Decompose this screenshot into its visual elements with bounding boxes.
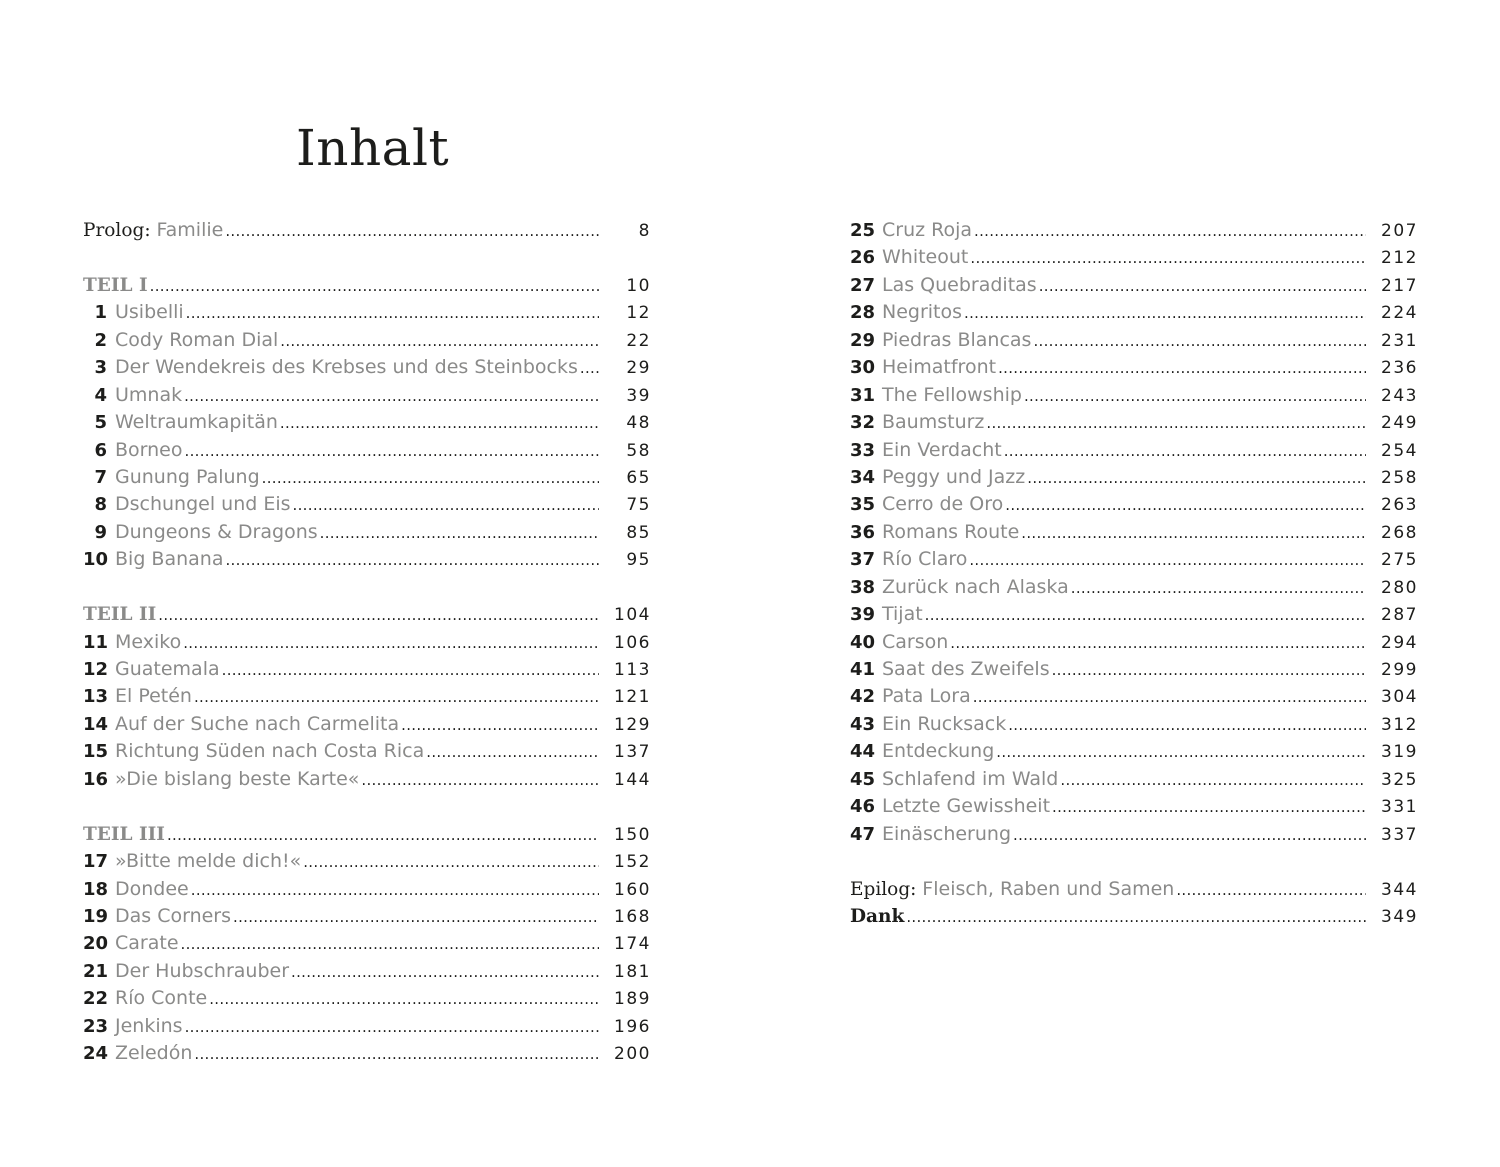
entry-label: Familie <box>156 219 224 241</box>
chapter-number: 47 <box>850 823 876 845</box>
chapter-page: 144 <box>614 769 651 790</box>
chapter-number: 25 <box>850 220 876 241</box>
chapter-number: 6 <box>94 439 107 461</box>
entry-page: 344 <box>1381 879 1418 900</box>
dot-leader <box>964 300 1366 327</box>
toc-chapter-entry[interactable] <box>850 491 1418 518</box>
toc-chapter-entry[interactable] <box>83 382 651 409</box>
dot-leader <box>186 300 599 327</box>
dot-leader <box>996 739 1366 766</box>
toc-entry-prolog[interactable] <box>83 217 651 244</box>
toc-chapter-entry[interactable] <box>83 683 651 710</box>
chapter-page: 304 <box>1381 687 1418 708</box>
dot-leader <box>158 602 599 629</box>
toc-part-1[interactable] <box>83 272 651 299</box>
dot-leader <box>194 684 599 711</box>
chapter-title: »Die bislang beste Karte« <box>115 767 360 790</box>
entry-page: 150 <box>614 824 651 845</box>
chapter-title: Umnak <box>115 383 183 406</box>
chapter-title: Letzte Gewissheit <box>882 795 1051 818</box>
part-3-entries <box>83 848 651 1068</box>
chapter-number: 39 <box>850 604 876 626</box>
chapter-title: Big Banana <box>115 548 224 571</box>
chapter-page: 189 <box>614 989 651 1010</box>
chapter-page: 48 <box>626 413 651 434</box>
chapter-title: Río Claro <box>882 548 968 571</box>
chapter-number: 32 <box>850 412 876 434</box>
chapter-number: 11 <box>83 631 109 653</box>
dot-leader <box>181 931 599 958</box>
toc-chapter-entry[interactable] <box>83 354 651 381</box>
chapter-number: 22 <box>83 988 109 1010</box>
chapter-title: Schlafend im Wald <box>882 767 1059 790</box>
chapter-page: 325 <box>1381 769 1418 790</box>
dot-leader <box>291 959 599 986</box>
chapter-title: Peggy und Jazz <box>882 465 1026 488</box>
chapter-title: Piedras Blancas <box>882 328 1032 351</box>
chapter-page: 294 <box>1381 632 1418 653</box>
dot-leader <box>1008 712 1366 739</box>
chapter-title: »Bitte melde dich!« <box>115 850 302 873</box>
toc-chapter-entry[interactable] <box>850 821 1418 848</box>
toc-chapter-entry[interactable] <box>83 930 651 957</box>
part-label: TEIL III <box>83 823 165 845</box>
chapter-title: Negritos <box>882 301 963 324</box>
chapter-number: 3 <box>94 357 107 379</box>
chapter-number: 23 <box>83 1015 109 1037</box>
part-label: TEIL II <box>83 604 157 626</box>
toc-part-2[interactable] <box>83 601 651 628</box>
chapter-number: 8 <box>94 494 107 516</box>
chapter-page: 207 <box>1381 221 1418 241</box>
toc-chapter-entry[interactable] <box>850 354 1418 381</box>
toc-chapter-entry[interactable] <box>850 546 1418 573</box>
entry-separator: : <box>910 878 923 900</box>
chapter-page: 196 <box>614 1016 651 1037</box>
chapter-title: Cerro de Oro <box>882 493 1004 516</box>
toc-chapter-entry[interactable] <box>850 711 1418 738</box>
chapter-page: 85 <box>626 522 651 543</box>
chapter-title: Einäscherung <box>882 822 1012 845</box>
toc-chapter-entry[interactable] <box>83 409 651 436</box>
chapter-page: 174 <box>614 934 651 955</box>
chapter-title: Las Quebraditas <box>882 273 1037 296</box>
dot-leader <box>906 904 1366 931</box>
chapter-number: 14 <box>83 713 109 735</box>
chapter-title: Der Wendekreis des Krebses und des Steinbocks <box>115 356 578 379</box>
chapter-title: Jenkins <box>115 1014 183 1037</box>
chapter-title: Guatemala <box>115 658 220 680</box>
entry-label: Fleisch, Raben und Samen <box>922 877 1175 900</box>
chapter-page: 168 <box>614 906 651 927</box>
toc-chapter-entry[interactable] <box>83 491 651 518</box>
chapter-page: 337 <box>1381 824 1418 845</box>
chapter-title: Heimatfront <box>882 356 997 379</box>
dot-leader <box>191 877 599 904</box>
toc-chapter-entry[interactable] <box>850 272 1418 299</box>
chapter-title: Carate <box>115 932 179 955</box>
chapter-page: 331 <box>1381 797 1418 818</box>
chapter-page: 200 <box>614 1044 651 1065</box>
chapter-number: 13 <box>83 686 109 708</box>
toc-chapter-entry[interactable] <box>850 437 1418 464</box>
toc-chapter-entry[interactable] <box>850 217 1418 244</box>
toc-chapter-entry[interactable] <box>83 958 651 985</box>
chapter-number: 28 <box>850 302 876 324</box>
chapter-number: 31 <box>850 384 876 406</box>
chapter-number: 36 <box>850 521 876 543</box>
chapter-page: 22 <box>626 330 651 351</box>
dot-leader <box>280 410 599 437</box>
toc-entry-dank[interactable] <box>850 903 1418 930</box>
toc-chapter-entry[interactable] <box>850 299 1418 326</box>
entry-page: 8 <box>638 221 651 241</box>
chapter-page: 129 <box>614 714 651 735</box>
chapter-title: Romans Route <box>882 520 1020 543</box>
toc-chapter-entry[interactable] <box>850 601 1418 628</box>
dot-leader <box>950 630 1366 657</box>
toc-chapter-entry[interactable] <box>83 985 651 1012</box>
toc-chapter-entry[interactable] <box>850 409 1418 436</box>
dot-leader <box>185 438 600 465</box>
toc-chapter-entry[interactable] <box>83 519 651 546</box>
dot-leader <box>1052 657 1366 684</box>
toc-chapter-entry[interactable] <box>83 299 651 326</box>
chapter-page: 236 <box>1381 358 1418 379</box>
toc-chapter-entry[interactable] <box>83 1040 651 1067</box>
toc-chapter-entry[interactable] <box>83 848 651 875</box>
dot-leader <box>225 547 599 574</box>
chapter-page: 152 <box>614 852 651 873</box>
chapter-number: 24 <box>83 1043 109 1065</box>
chapter-title: Carson <box>882 630 949 653</box>
dot-leader <box>970 245 1366 272</box>
dot-leader <box>1021 520 1366 547</box>
chapter-number: 15 <box>83 741 109 763</box>
chapter-page: 160 <box>614 879 651 900</box>
chapter-page: 137 <box>614 742 651 763</box>
dot-leader <box>1176 877 1366 904</box>
chapter-title: Weltraumkapitän <box>115 411 278 434</box>
chapter-number: 18 <box>83 878 109 900</box>
entry-lead: Dank <box>850 905 905 927</box>
dot-leader <box>1060 767 1366 794</box>
chapter-page: 95 <box>626 550 651 571</box>
chapter-title: Auf der Suche nach Carmelita <box>115 712 400 735</box>
chapter-title: Borneo <box>115 438 183 461</box>
dot-leader <box>1005 492 1366 519</box>
toc-chapter-entry[interactable] <box>83 327 651 354</box>
chapter-number: 29 <box>850 329 876 351</box>
chapter-number: 1 <box>94 302 107 324</box>
entry-page: 10 <box>626 275 651 296</box>
chapter-title: Ein Rucksack <box>882 712 1007 735</box>
toc-chapter-entry[interactable] <box>850 574 1418 601</box>
chapter-title: Tijat <box>882 603 923 626</box>
chapter-title: Richtung Süden nach Costa Rica <box>115 740 425 763</box>
toc-entry-epilog[interactable] <box>850 876 1418 903</box>
chapter-number: 4 <box>94 384 107 406</box>
dot-leader <box>320 520 599 547</box>
dot-leader <box>580 355 599 382</box>
chapter-page: 65 <box>626 467 651 488</box>
chapter-page: 29 <box>626 358 651 379</box>
dot-leader <box>233 904 599 931</box>
toc-chapter-entry[interactable] <box>850 629 1418 656</box>
dot-leader <box>1004 438 1366 465</box>
toc-chapter-entry[interactable] <box>850 738 1418 765</box>
chapter-title: Baumsturz <box>882 411 985 434</box>
dot-leader <box>1027 465 1366 492</box>
chapter-number: 19 <box>83 905 109 927</box>
chapter-number: 46 <box>850 796 876 818</box>
chapter-title: Cruz Roja <box>882 219 973 241</box>
dot-leader <box>150 273 599 300</box>
chapter-title: Río Conte <box>115 987 208 1010</box>
chapter-page: 268 <box>1381 522 1418 543</box>
chapter-title: Dungeons & Dragons <box>115 520 318 543</box>
chapter-number: 2 <box>94 329 107 351</box>
chapter-page: 319 <box>1381 742 1418 763</box>
dot-leader <box>1039 273 1366 300</box>
chapter-page: 258 <box>1381 467 1418 488</box>
chapter-page: 217 <box>1381 275 1418 296</box>
chapter-number: 44 <box>850 741 876 763</box>
chapter-number: 20 <box>83 933 109 955</box>
chapter-title: Dondee <box>115 877 189 900</box>
chapter-title: Ein Verdacht <box>882 438 1002 461</box>
part-1-entries <box>83 299 651 573</box>
chapter-page: 299 <box>1381 660 1418 680</box>
chapter-page: 243 <box>1381 385 1418 406</box>
toc-chapter-entry[interactable] <box>83 876 651 903</box>
entry-lead: Epilog <box>850 878 911 900</box>
chapter-number: 17 <box>83 851 109 873</box>
chapter-number: 33 <box>850 439 876 461</box>
chapter-page: 181 <box>614 961 651 982</box>
chapter-number: 16 <box>83 768 109 790</box>
page-title: Inhalt <box>296 119 450 177</box>
dot-leader <box>401 712 599 739</box>
chapter-title: El Petén <box>115 685 192 708</box>
dot-leader <box>209 986 599 1013</box>
chapter-title: Zeledón <box>115 1042 193 1065</box>
chapter-page: 254 <box>1381 440 1418 461</box>
chapter-number: 37 <box>850 549 876 571</box>
part-label: TEIL I <box>83 274 148 296</box>
toc-chapter-entry[interactable] <box>850 656 1418 683</box>
dot-leader <box>185 1014 599 1041</box>
dot-leader <box>998 355 1366 382</box>
chapter-page: 280 <box>1381 577 1418 598</box>
toc-column-left <box>83 217 651 1068</box>
chapter-number: 43 <box>850 713 876 735</box>
chapter-number: 38 <box>850 576 876 598</box>
toc-chapter-entry[interactable] <box>850 519 1418 546</box>
chapter-page: 12 <box>626 303 651 324</box>
chapter-page: 275 <box>1381 550 1418 571</box>
part-2-entries <box>83 629 651 794</box>
chapter-number: 21 <box>83 960 109 982</box>
dot-leader <box>1052 794 1366 821</box>
chapter-page: 58 <box>626 440 651 461</box>
chapter-page: 75 <box>626 495 651 516</box>
dot-leader <box>1071 575 1366 602</box>
chapter-title: Pata Lora <box>882 685 971 708</box>
toc-chapter-entry[interactable] <box>83 766 651 793</box>
chapter-page: 312 <box>1381 714 1418 735</box>
dot-leader <box>1013 822 1366 849</box>
chapter-number: 34 <box>850 466 876 488</box>
toc-chapter-entry[interactable] <box>850 382 1418 409</box>
chapter-page: 287 <box>1381 605 1418 626</box>
chapter-number: 12 <box>83 659 109 680</box>
toc-column-right <box>850 217 1418 930</box>
chapter-number: 42 <box>850 686 876 708</box>
toc-chapter-entry[interactable] <box>83 437 651 464</box>
chapter-page: 106 <box>614 632 651 653</box>
dot-leader <box>969 547 1366 574</box>
chapter-number: 41 <box>850 659 876 680</box>
chapter-title: Usibelli <box>115 301 184 324</box>
chapter-page: 263 <box>1381 495 1418 516</box>
toc-chapter-entry[interactable] <box>83 903 651 930</box>
dot-leader <box>262 465 599 492</box>
entry-page: 349 <box>1381 906 1418 927</box>
entry-lead: Prolog <box>83 220 145 241</box>
dot-leader <box>1033 328 1366 355</box>
dot-leader <box>361 767 599 794</box>
chapter-title: The Fellowship <box>882 383 1022 406</box>
toc-chapter-entry[interactable] <box>83 656 651 683</box>
dot-leader <box>426 739 599 766</box>
toc-chapter-entry[interactable] <box>83 546 651 573</box>
chapter-number: 7 <box>94 466 107 488</box>
toc-chapter-entry[interactable] <box>83 464 651 491</box>
chapter-page: 121 <box>614 687 651 708</box>
part-3-entries-continued <box>850 217 1418 848</box>
chapter-title: Mexiko <box>115 630 182 653</box>
toc-chapter-entry[interactable] <box>850 464 1418 491</box>
toc-chapter-entry[interactable] <box>83 711 651 738</box>
chapter-page: 39 <box>626 385 651 406</box>
dot-leader <box>974 218 1366 245</box>
toc-chapter-entry[interactable] <box>850 244 1418 271</box>
chapter-title: Cody Roman Dial <box>115 328 279 351</box>
toc-chapter-entry[interactable] <box>850 327 1418 354</box>
chapter-title: Whiteout <box>882 246 969 269</box>
chapter-title: Dschungel und Eis <box>115 493 291 516</box>
chapter-page: 231 <box>1381 330 1418 351</box>
chapter-title: Der Hubschrauber <box>115 959 290 982</box>
chapter-number: 5 <box>94 412 107 434</box>
toc-part-3[interactable] <box>83 821 651 848</box>
toc-chapter-entry[interactable] <box>83 629 651 656</box>
chapter-number: 26 <box>850 247 876 269</box>
dot-leader <box>1024 383 1366 410</box>
chapter-page: 249 <box>1381 413 1418 434</box>
toc-chapter-entry[interactable] <box>850 793 1418 820</box>
toc-chapter-entry[interactable] <box>83 1013 651 1040</box>
chapter-title: Saat des Zweifels <box>882 658 1050 680</box>
toc-chapter-entry[interactable] <box>850 683 1418 710</box>
dot-leader <box>225 218 599 245</box>
chapter-page: 212 <box>1381 248 1418 269</box>
dot-leader <box>194 1041 599 1068</box>
chapter-number: 45 <box>850 768 876 790</box>
dot-leader <box>973 684 1366 711</box>
toc-chapter-entry[interactable] <box>83 738 651 765</box>
chapter-number: 9 <box>94 521 107 543</box>
chapter-number: 27 <box>850 274 876 296</box>
chapter-title: Das Corners <box>115 904 232 927</box>
chapter-number: 30 <box>850 357 876 379</box>
dot-leader <box>183 630 599 657</box>
entry-page: 104 <box>614 605 651 626</box>
dot-leader <box>222 657 599 684</box>
dot-leader <box>167 822 599 849</box>
dot-leader <box>293 492 599 519</box>
chapter-number: 40 <box>850 631 876 653</box>
chapter-page: 113 <box>614 660 651 680</box>
chapter-title: Gunung Palung <box>115 465 260 488</box>
dot-leader <box>303 849 599 876</box>
chapter-number: 35 <box>850 494 876 516</box>
chapter-number: 10 <box>83 549 109 571</box>
dot-leader <box>986 410 1366 437</box>
chapter-page: 224 <box>1381 303 1418 324</box>
entry-separator: : <box>144 220 157 241</box>
dot-leader <box>280 328 599 355</box>
chapter-title: Zurück nach Alaska <box>882 575 1069 598</box>
dot-leader <box>925 602 1366 629</box>
toc-chapter-entry[interactable] <box>850 766 1418 793</box>
chapter-title: Entdeckung <box>882 740 995 763</box>
dot-leader <box>184 383 599 410</box>
